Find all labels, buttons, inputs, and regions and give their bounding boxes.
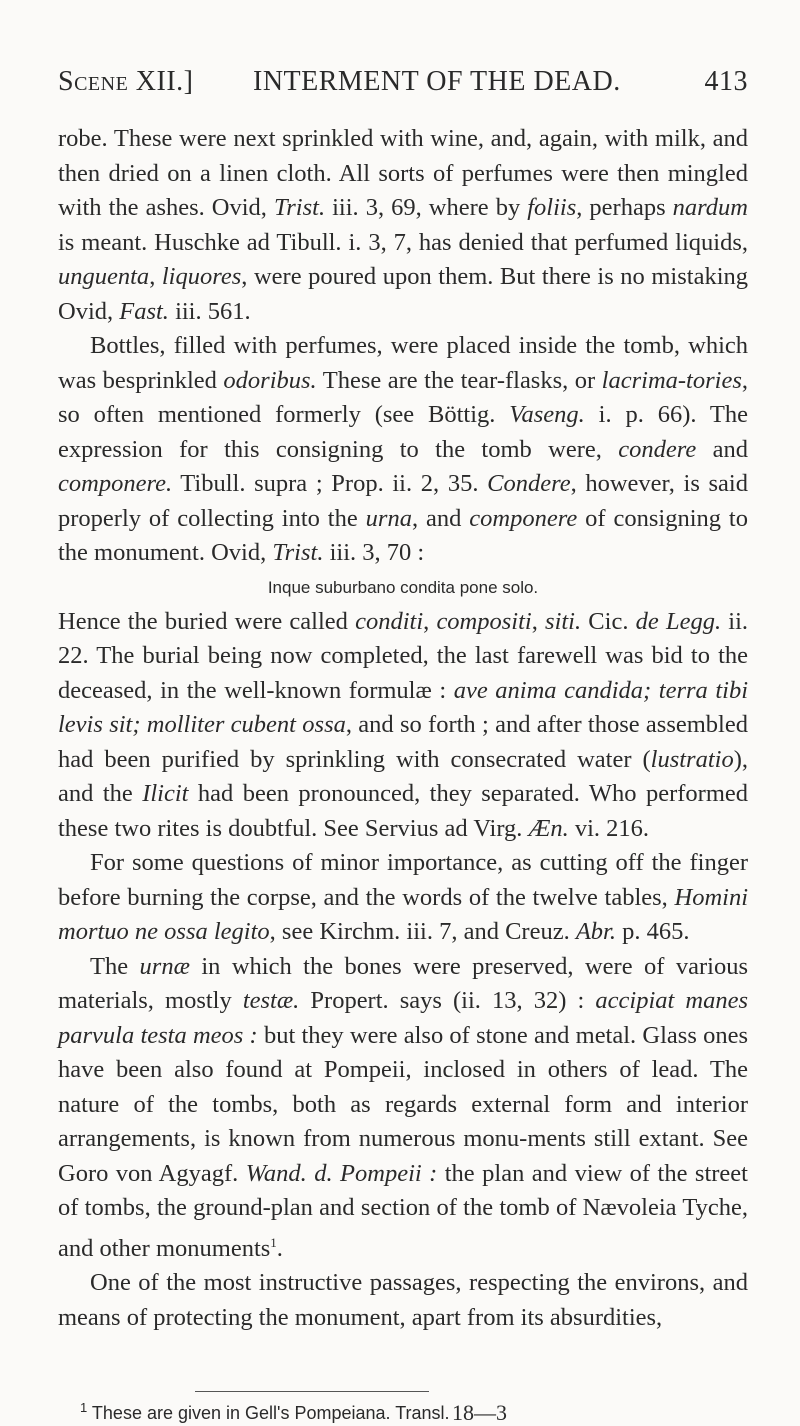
paragraph-4: For some questions of minor importance, as cutting off the finger before burning the corpse, and the words of the twelve tables, Homini mortuo ne ossa legito, see Kirchm. iii. 7, and Creuz. Abr. p. 465. <box>58 849 748 945</box>
paragraph-2: Bottles, filled with perfumes, were placed inside the tomb, which was besprinkled odoribus. These are the tear-flasks, or lacrima-tories, so often mentioned formerly (see Böttig. Vaseng. i. p. 66). The expression for this consigning to the tomb were, condere and componere. Tibull. supra ; Prop. ii. 2, 35. Condere, however, is said properly of collecting into the urna, and componere of consigning to the monument. Ovid, Trist. iii. 3, 70 : <box>58 332 749 566</box>
footnote <box>80 1400 450 1424</box>
printer-signature: 18—3 <box>452 1400 507 1425</box>
running-header <box>58 66 748 106</box>
footnote-text: These are given in Gell's Pompeiana. Transl. <box>91 1403 450 1423</box>
body-text <box>58 122 748 1335</box>
paragraph-6: One of the most instructive passages, respecting the environs, and means of protecting the monument, apart from its absurdities, <box>58 1269 748 1331</box>
footnote-divider <box>195 1391 429 1392</box>
verse-quotation: Inque suburbano condita pone solo. <box>267 577 539 597</box>
paragraph-3: Hence the buried were called conditi, compositi, siti. Cic. de Legg. ii. 22. The burial being now completed, the last farewell was bid to the deceased, in the well-known formulæ : ave anima candida; terra tibi levis sit; molliter cubent ossa, and so forth ; and after those assembled had been purified by sprinkling with consecrated water (lustratio), and the Ilicit had been pronounced, they separated. Who performed these two rites is doubtful. See Servius ad Virg. Æn. vi. 216. <box>58 607 749 842</box>
scene-label: Scene XII.] <box>58 66 194 97</box>
footnote-marker: 1 <box>80 1400 88 1415</box>
paragraph-1: robe. These were next sprinkled with wine, and, again, with milk, and then dried on a linen cloth. All sorts of perfumes were then mingled with the ashes. Ovid, Trist. iii. 3, 69, where by foliis, perhaps nardum is meant. Huschke ad Tibull. i. 3, 7, has denied that perfumed liquids, unguenta, liquores, were poured upon them. But there is no mistaking Ovid, Fast. iii. 561. <box>58 125 748 325</box>
page-number: 413 <box>704 66 748 97</box>
chapter-title: INTERMENT OF THE DEAD. <box>253 66 621 97</box>
footnote-reference: 1 <box>270 1234 277 1250</box>
paragraph-5: The urnæ in which the bones were preserved, were of various materials, mostly testæ. Propert. says (ii. 13, 32) : accipiat manes parvula testa meos : but they were also of stone and metal. Glass ones have been also found at Pompeii, inclosed in others of lead. The nature of the tombs, both as regards external form and interior arrangements, is known from numerous monu-ments still extant. See Goro von Agyagf. Wand. d. Pompeii : the plan and view of the street of tombs, the ground-plan and section of the tomb of Nævoleia Tyche, and other monuments$^1$. <box>58 952 749 1262</box>
